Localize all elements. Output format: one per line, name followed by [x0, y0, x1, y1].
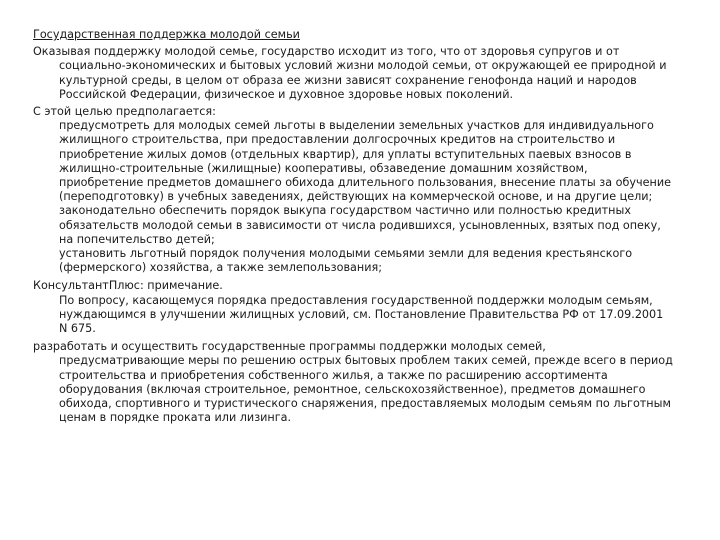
purpose-item-farm-land: установить льготный порядок получения молодыми семьями земли для ведения крестьянского (фермерского) хозяйства, а также землепользования;: [59, 247, 633, 275]
document-title: Государственная поддержка молодой семьи: [33, 28, 300, 41]
intro-paragraph: Оказывая поддержку молодой семье, государство исходит из того, что от здоровья супругов и от социально-экономических и бытовых условий жизни молодой семьи, от окружающей ее природной и культурной среды, в целом от образа ее жизни зависят сохранение генофонда наций и народов Российской Федерации, физическое и духовное здоровье новых поколений.: [33, 45, 667, 101]
purpose-item-credit-buyout: законодательно обеспечить порядок выкупа государством частично или полностью кредитных обязательств молодой семьи в зависимости от числа родившихся, усыновленных, взятых под опеку, на попечительство детей;: [59, 204, 661, 246]
purpose-section: [33, 105, 673, 275]
note-text: По вопросу, касающемуся порядка предоставления государственной поддержки молодым семьям, нуждающимся в улучшении жилищных условий, см. Постановление Правительства РФ от 17.09.2001 N 675.: [59, 293, 664, 336]
note-heading: КонсультантПлюс: примечание.: [33, 279, 223, 293]
purpose-heading: С этой целью предполагается:: [33, 105, 216, 119]
final-paragraph: разработать и осуществить государственные программы поддержки молодых семей, предусматривающие меры по решению острых бытовых проблем таких семей, прежде всего в период строительства и приобретения собственного жилья, а также по расширению ассортимента оборудования (включая строительное, ремонтное, сельскохозяйственное), предметов домашнего обихода, спортивного и туристического снаряжения, предоставляемых молодым семьям по льготным ценам в порядке проката или лизинга.: [33, 340, 673, 425]
document-body: [33, 28, 673, 428]
consultant-note: [33, 279, 673, 336]
purpose-item-land-benefits: предусмотреть для молодых семей льготы в выделении земельных участков для индивидуального жилищного строительства, при предоставлении долгосрочных кредитов на строительство и приобретение жилых домов (отдельных квартир), для уплаты вступительных паевых взносов в жилищно-строительные (жилищные) кооперативы, обзаведение домашним хозяйством, приобретение предметов домашнего обихода длительного пользования, внесение платы за обучение (переподготовку) в учебных заведениях, действующих на коммерческой основе, и на другие цели;: [59, 119, 671, 204]
